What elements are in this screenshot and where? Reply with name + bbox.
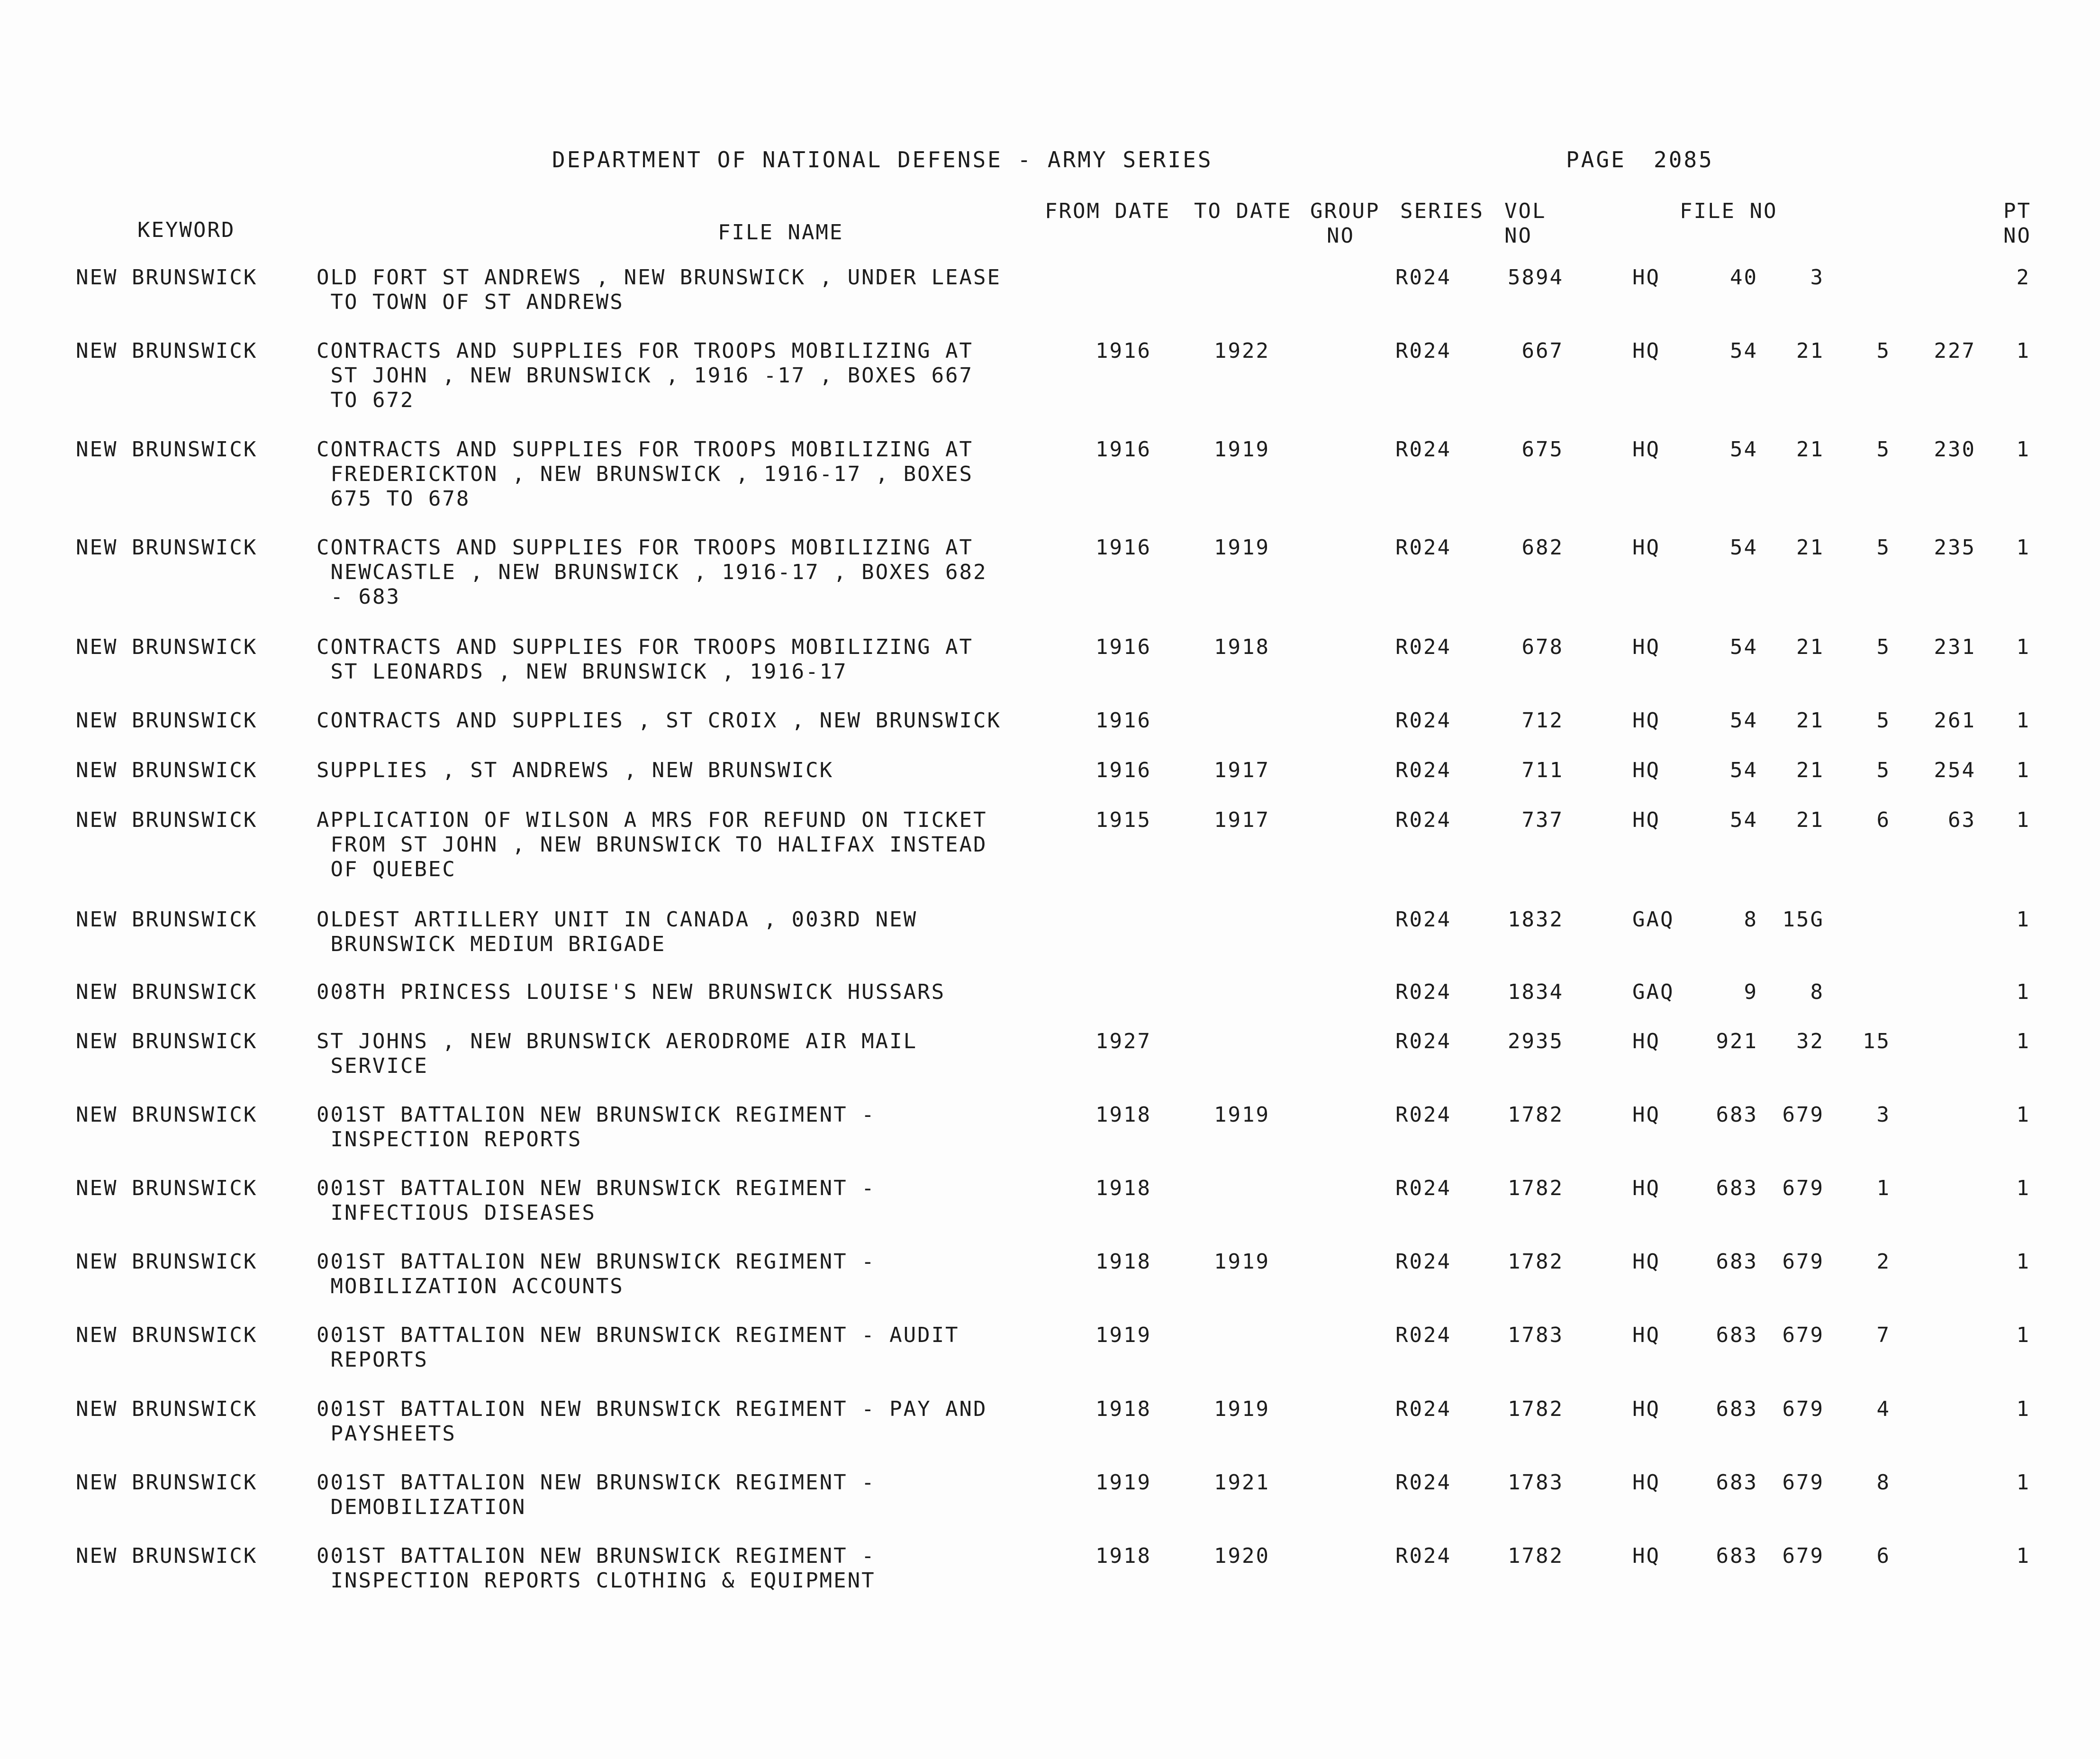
keyword-cell: NEW BRUNSWICK bbox=[76, 437, 258, 462]
column-header-vol-no: NO bbox=[1504, 224, 1532, 248]
pt-no-cell: 1 bbox=[2016, 1323, 2030, 1347]
file-name-cell: 001ST BATTALION NEW BRUNSWICK REGIMENT - PAY AND PAYSHEETS bbox=[317, 1397, 987, 1446]
to-date-cell: 1918 bbox=[1214, 635, 1270, 659]
file-prefix-cell: HQ bbox=[1632, 1250, 1660, 1274]
file-prefix-cell: HQ bbox=[1632, 1103, 1660, 1127]
file-no-2-cell: 21 bbox=[1796, 808, 1824, 832]
file-prefix-cell: HQ bbox=[1632, 1470, 1660, 1495]
file-no-3-cell: 5 bbox=[1876, 635, 1891, 659]
file-no-2-cell: 32 bbox=[1796, 1029, 1824, 1053]
file-prefix-cell: HQ bbox=[1632, 1029, 1660, 1053]
to-date-cell: 1919 bbox=[1214, 535, 1270, 560]
from-date-cell: 1916 bbox=[1095, 339, 1151, 363]
file-no-3-cell: 5 bbox=[1876, 437, 1891, 462]
series-cell: R024 bbox=[1395, 907, 1451, 932]
file-no-2-cell: 679 bbox=[1782, 1397, 1824, 1421]
vol-no-cell: 1782 bbox=[1508, 1397, 1564, 1421]
to-date-cell: 1919 bbox=[1214, 1103, 1270, 1127]
file-no-1-cell: 54 bbox=[1730, 535, 1758, 560]
file-prefix-cell: HQ bbox=[1632, 708, 1660, 733]
file-name-cell: CONTRACTS AND SUPPLIES , ST CROIX , NEW BRUNSWICK bbox=[317, 708, 1002, 733]
vol-no-cell: 1782 bbox=[1508, 1176, 1564, 1200]
vol-no-cell: 2935 bbox=[1508, 1029, 1564, 1053]
file-no-3-cell: 5 bbox=[1876, 758, 1891, 782]
keyword-cell: NEW BRUNSWICK bbox=[76, 1544, 258, 1568]
file-prefix-cell: HQ bbox=[1632, 1323, 1660, 1347]
from-date-cell: 1915 bbox=[1095, 808, 1151, 832]
to-date-cell: 1919 bbox=[1214, 437, 1270, 462]
file-name-cell: 001ST BATTALION NEW BRUNSWICK REGIMENT - AUDIT REPORTS bbox=[317, 1323, 959, 1372]
file-no-4-cell: 235 bbox=[1934, 535, 1976, 560]
file-prefix-cell: HQ bbox=[1632, 535, 1660, 560]
from-date-cell: 1919 bbox=[1095, 1323, 1151, 1347]
keyword-cell: NEW BRUNSWICK bbox=[76, 1470, 258, 1495]
file-no-1-cell: 683 bbox=[1716, 1176, 1758, 1200]
keyword-cell: NEW BRUNSWICK bbox=[76, 708, 258, 733]
file-no-4-cell: 254 bbox=[1934, 758, 1976, 782]
vol-no-cell: 1782 bbox=[1508, 1544, 1564, 1568]
file-no-1-cell: 8 bbox=[1744, 907, 1758, 932]
vol-no-cell: 678 bbox=[1521, 635, 1564, 659]
pt-no-cell: 1 bbox=[2016, 1544, 2030, 1568]
pt-no-cell: 2 bbox=[2016, 265, 2030, 290]
pt-no-cell: 1 bbox=[2016, 1250, 2030, 1274]
from-date-cell: 1918 bbox=[1095, 1250, 1151, 1274]
document-title: DEPARTMENT OF NATIONAL DEFENSE - ARMY SERIES bbox=[552, 147, 1213, 172]
pt-no-cell: 1 bbox=[2016, 708, 2030, 733]
from-date-cell: 1918 bbox=[1095, 1103, 1151, 1127]
file-prefix-cell: HQ bbox=[1632, 635, 1660, 659]
file-no-2-cell: 21 bbox=[1796, 437, 1824, 462]
pt-no-cell: 1 bbox=[2016, 758, 2030, 782]
file-no-1-cell: 54 bbox=[1730, 635, 1758, 659]
file-no-1-cell: 683 bbox=[1716, 1544, 1758, 1568]
series-cell: R024 bbox=[1395, 1323, 1451, 1347]
file-no-2-cell: 21 bbox=[1796, 535, 1824, 560]
from-date-cell: 1916 bbox=[1095, 635, 1151, 659]
keyword-cell: NEW BRUNSWICK bbox=[76, 265, 258, 290]
file-prefix-cell: HQ bbox=[1632, 437, 1660, 462]
file-no-2-cell: 8 bbox=[1810, 980, 1824, 1004]
file-prefix-cell: GAQ bbox=[1632, 907, 1675, 932]
file-no-1-cell: 54 bbox=[1730, 808, 1758, 832]
file-no-2-cell: 3 bbox=[1810, 265, 1824, 290]
file-no-3-cell: 3 bbox=[1876, 1103, 1891, 1127]
file-no-1-cell: 683 bbox=[1716, 1103, 1758, 1127]
file-name-cell: 001ST BATTALION NEW BRUNSWICK REGIMENT - INFECTIOUS DISEASES bbox=[317, 1176, 876, 1225]
file-no-3-cell: 1 bbox=[1876, 1176, 1891, 1200]
file-prefix-cell: GAQ bbox=[1632, 980, 1675, 1004]
vol-no-cell: 675 bbox=[1521, 437, 1564, 462]
series-cell: R024 bbox=[1395, 1029, 1451, 1053]
column-header-to-date: TO DATE bbox=[1194, 199, 1292, 223]
keyword-cell: NEW BRUNSWICK bbox=[76, 1176, 258, 1200]
column-header-pt: PT bbox=[2003, 199, 2031, 223]
file-no-3-cell: 8 bbox=[1876, 1470, 1891, 1495]
from-date-cell: 1916 bbox=[1095, 708, 1151, 733]
keyword-cell: NEW BRUNSWICK bbox=[76, 339, 258, 363]
file-name-cell: OLD FORT ST ANDREWS , NEW BRUNSWICK , UNDER LEASE TO TOWN OF ST ANDREWS bbox=[317, 265, 1002, 314]
pt-no-cell: 1 bbox=[2016, 808, 2030, 832]
vol-no-cell: 1783 bbox=[1508, 1470, 1564, 1495]
pt-no-cell: 1 bbox=[2016, 339, 2030, 363]
vol-no-cell: 711 bbox=[1521, 758, 1564, 782]
file-no-1-cell: 921 bbox=[1716, 1029, 1758, 1053]
series-cell: R024 bbox=[1395, 1176, 1451, 1200]
file-no-4-cell: 230 bbox=[1934, 437, 1976, 462]
series-cell: R024 bbox=[1395, 535, 1451, 560]
vol-no-cell: 1782 bbox=[1508, 1103, 1564, 1127]
keyword-cell: NEW BRUNSWICK bbox=[76, 758, 258, 782]
from-date-cell: 1918 bbox=[1095, 1397, 1151, 1421]
vol-no-cell: 1832 bbox=[1508, 907, 1564, 932]
file-no-1-cell: 54 bbox=[1730, 437, 1758, 462]
file-no-3-cell: 6 bbox=[1876, 808, 1891, 832]
file-no-4-cell: 227 bbox=[1934, 339, 1976, 363]
file-no-2-cell: 679 bbox=[1782, 1470, 1824, 1495]
series-cell: R024 bbox=[1395, 437, 1451, 462]
to-date-cell: 1919 bbox=[1214, 1250, 1270, 1274]
file-no-3-cell: 6 bbox=[1876, 1544, 1891, 1568]
file-name-cell: 001ST BATTALION NEW BRUNSWICK REGIMENT - DEMOBILIZATION bbox=[317, 1470, 876, 1519]
file-name-cell: APPLICATION OF WILSON A MRS FOR REFUND ON TICKET FROM ST JOHN , NEW BRUNSWICK TO HALIFAX INSTEAD OF QUEBEC bbox=[317, 808, 987, 881]
series-cell: R024 bbox=[1395, 808, 1451, 832]
file-name-cell: ST JOHNS , NEW BRUNSWICK AERODROME AIR MAIL SERVICE bbox=[317, 1029, 918, 1078]
file-no-4-cell: 231 bbox=[1934, 635, 1976, 659]
file-prefix-cell: HQ bbox=[1632, 265, 1660, 290]
pt-no-cell: 1 bbox=[2016, 635, 2030, 659]
file-name-cell: CONTRACTS AND SUPPLIES FOR TROOPS MOBILIZING AT FREDERICKTON , NEW BRUNSWICK , 1916-17 , BOXES 675 TO 678 bbox=[317, 437, 974, 511]
series-cell: R024 bbox=[1395, 980, 1451, 1004]
pt-no-cell: 1 bbox=[2016, 1103, 2030, 1127]
file-prefix-cell: HQ bbox=[1632, 808, 1660, 832]
file-name-cell: 008TH PRINCESS LOUISE'S NEW BRUNSWICK HUSSARS bbox=[317, 980, 946, 1004]
file-no-3-cell: 4 bbox=[1876, 1397, 1891, 1421]
from-date-cell: 1916 bbox=[1095, 437, 1151, 462]
from-date-cell: 1916 bbox=[1095, 535, 1151, 560]
file-name-cell: SUPPLIES , ST ANDREWS , NEW BRUNSWICK bbox=[317, 758, 834, 782]
file-name-cell: 001ST BATTALION NEW BRUNSWICK REGIMENT - MOBILIZATION ACCOUNTS bbox=[317, 1250, 876, 1298]
column-header-group: GROUP bbox=[1310, 199, 1380, 223]
pt-no-cell: 1 bbox=[2016, 907, 2030, 932]
file-no-2-cell: 679 bbox=[1782, 1323, 1824, 1347]
file-no-1-cell: 683 bbox=[1716, 1470, 1758, 1495]
file-no-2-cell: 679 bbox=[1782, 1250, 1824, 1274]
keyword-cell: NEW BRUNSWICK bbox=[76, 1029, 258, 1053]
keyword-cell: NEW BRUNSWICK bbox=[76, 808, 258, 832]
file-no-1-cell: 54 bbox=[1730, 708, 1758, 733]
column-header-pt-no: NO bbox=[2003, 224, 2031, 248]
vol-no-cell: 1783 bbox=[1508, 1323, 1564, 1347]
to-date-cell: 1919 bbox=[1214, 1397, 1270, 1421]
file-name-cell: CONTRACTS AND SUPPLIES FOR TROOPS MOBILIZING AT NEWCASTLE , NEW BRUNSWICK , 1916-17 , BOXES 682 - 683 bbox=[317, 535, 987, 609]
vol-no-cell: 667 bbox=[1521, 339, 1564, 363]
file-prefix-cell: HQ bbox=[1632, 1176, 1660, 1200]
series-cell: R024 bbox=[1395, 1397, 1451, 1421]
to-date-cell: 1917 bbox=[1214, 758, 1270, 782]
series-cell: R024 bbox=[1395, 1103, 1451, 1127]
pt-no-cell: 1 bbox=[2016, 1397, 2030, 1421]
column-header-keyword: KEYWORD bbox=[137, 218, 235, 242]
pt-no-cell: 1 bbox=[2016, 1176, 2030, 1200]
vol-no-cell: 712 bbox=[1521, 708, 1564, 733]
page-label: PAGE bbox=[1566, 147, 1626, 172]
column-header-file-no: FILE NO bbox=[1680, 199, 1778, 223]
file-no-1-cell: 683 bbox=[1716, 1250, 1758, 1274]
column-header-group-no: NO bbox=[1327, 224, 1355, 248]
file-no-2-cell: 679 bbox=[1782, 1176, 1824, 1200]
file-no-1-cell: 54 bbox=[1730, 758, 1758, 782]
file-prefix-cell: HQ bbox=[1632, 1544, 1660, 1568]
file-no-1-cell: 40 bbox=[1730, 265, 1758, 290]
file-no-1-cell: 683 bbox=[1716, 1323, 1758, 1347]
file-no-3-cell: 5 bbox=[1876, 339, 1891, 363]
keyword-cell: NEW BRUNSWICK bbox=[76, 535, 258, 560]
file-no-4-cell: 261 bbox=[1934, 708, 1976, 733]
file-no-3-cell: 15 bbox=[1863, 1029, 1891, 1053]
file-no-3-cell: 5 bbox=[1876, 708, 1891, 733]
file-no-2-cell: 679 bbox=[1782, 1544, 1824, 1568]
keyword-cell: NEW BRUNSWICK bbox=[76, 1397, 258, 1421]
vol-no-cell: 1834 bbox=[1508, 980, 1564, 1004]
file-no-2-cell: 21 bbox=[1796, 635, 1824, 659]
keyword-cell: NEW BRUNSWICK bbox=[76, 907, 258, 932]
file-no-1-cell: 54 bbox=[1730, 339, 1758, 363]
file-prefix-cell: HQ bbox=[1632, 339, 1660, 363]
keyword-cell: NEW BRUNSWICK bbox=[76, 1103, 258, 1127]
vol-no-cell: 1782 bbox=[1508, 1250, 1564, 1274]
series-cell: R024 bbox=[1395, 1470, 1451, 1495]
file-no-4-cell: 63 bbox=[1948, 808, 1976, 832]
series-cell: R024 bbox=[1395, 339, 1451, 363]
vol-no-cell: 737 bbox=[1521, 808, 1564, 832]
to-date-cell: 1921 bbox=[1214, 1470, 1270, 1495]
file-no-3-cell: 5 bbox=[1876, 535, 1891, 560]
column-header-vol: VOL bbox=[1504, 199, 1547, 223]
series-cell: R024 bbox=[1395, 758, 1451, 782]
file-no-1-cell: 9 bbox=[1744, 980, 1758, 1004]
file-name-cell: CONTRACTS AND SUPPLIES FOR TROOPS MOBILIZING AT ST JOHN , NEW BRUNSWICK , 1916 -17 , BOXES 667 TO 672 bbox=[317, 339, 974, 412]
from-date-cell: 1927 bbox=[1095, 1029, 1151, 1053]
series-cell: R024 bbox=[1395, 635, 1451, 659]
keyword-cell: NEW BRUNSWICK bbox=[76, 635, 258, 659]
file-name-cell: CONTRACTS AND SUPPLIES FOR TROOPS MOBILIZING AT ST LEONARDS , NEW BRUNSWICK , 1916-17 bbox=[317, 635, 974, 684]
series-cell: R024 bbox=[1395, 265, 1451, 290]
file-name-cell: 001ST BATTALION NEW BRUNSWICK REGIMENT - INSPECTION REPORTS CLOTHING & EQUIPMENT bbox=[317, 1544, 876, 1593]
file-no-2-cell: 21 bbox=[1796, 339, 1824, 363]
file-name-cell: OLDEST ARTILLERY UNIT IN CANADA , 003RD NEW BRUNSWICK MEDIUM BRIGADE bbox=[317, 907, 918, 956]
to-date-cell: 1920 bbox=[1214, 1544, 1270, 1568]
from-date-cell: 1916 bbox=[1095, 758, 1151, 782]
series-cell: R024 bbox=[1395, 1250, 1451, 1274]
pt-no-cell: 1 bbox=[2016, 1029, 2030, 1053]
pt-no-cell: 1 bbox=[2016, 535, 2030, 560]
from-date-cell: 1918 bbox=[1095, 1176, 1151, 1200]
to-date-cell: 1922 bbox=[1214, 339, 1270, 363]
file-no-2-cell: 21 bbox=[1796, 708, 1824, 733]
pt-no-cell: 1 bbox=[2016, 437, 2030, 462]
column-header-file-name: FILE NAME bbox=[718, 220, 844, 245]
file-no-2-cell: 679 bbox=[1782, 1103, 1824, 1127]
vol-no-cell: 682 bbox=[1521, 535, 1564, 560]
column-header-series: SERIES bbox=[1400, 199, 1484, 223]
file-no-3-cell: 2 bbox=[1876, 1250, 1891, 1274]
series-cell: R024 bbox=[1395, 708, 1451, 733]
keyword-cell: NEW BRUNSWICK bbox=[76, 1250, 258, 1274]
file-no-2-cell: 15G bbox=[1782, 907, 1824, 932]
series-cell: R024 bbox=[1395, 1544, 1451, 1568]
keyword-cell: NEW BRUNSWICK bbox=[76, 1323, 258, 1347]
file-name-cell: 001ST BATTALION NEW BRUNSWICK REGIMENT - INSPECTION REPORTS bbox=[317, 1103, 876, 1152]
pt-no-cell: 1 bbox=[2016, 1470, 2030, 1495]
from-date-cell: 1918 bbox=[1095, 1544, 1151, 1568]
file-no-3-cell: 7 bbox=[1876, 1323, 1891, 1347]
to-date-cell: 1917 bbox=[1214, 808, 1270, 832]
page-number: 2085 bbox=[1654, 147, 1714, 172]
file-prefix-cell: HQ bbox=[1632, 758, 1660, 782]
file-prefix-cell: HQ bbox=[1632, 1397, 1660, 1421]
from-date-cell: 1919 bbox=[1095, 1470, 1151, 1495]
pt-no-cell: 1 bbox=[2016, 980, 2030, 1004]
vol-no-cell: 5894 bbox=[1508, 265, 1564, 290]
column-header-from-date: FROM DATE bbox=[1045, 199, 1171, 223]
file-no-1-cell: 683 bbox=[1716, 1397, 1758, 1421]
file-no-2-cell: 21 bbox=[1796, 758, 1824, 782]
keyword-cell: NEW BRUNSWICK bbox=[76, 980, 258, 1004]
